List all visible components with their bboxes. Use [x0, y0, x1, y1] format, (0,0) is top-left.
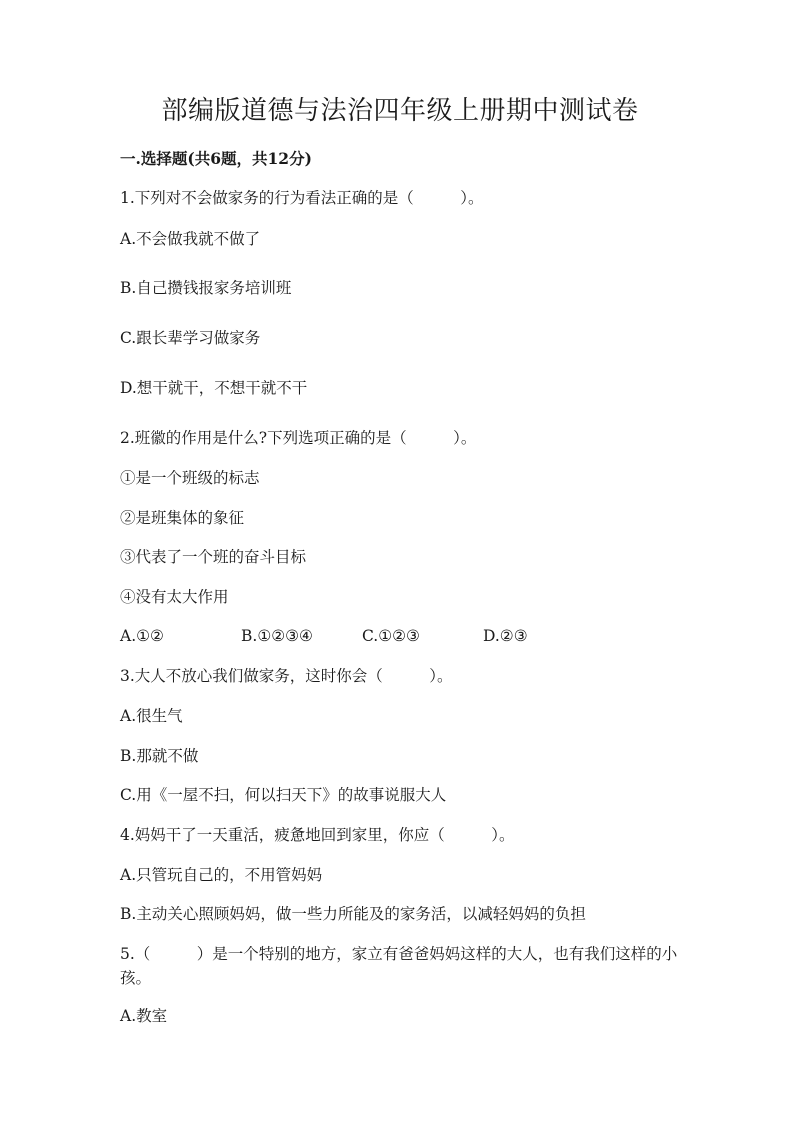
question-4-option-b: B.主动关心照顾妈妈，做一些力所能及的家务活，以减轻妈妈的负担 — [120, 905, 586, 923]
question-2-option-d: D.②③ — [483, 627, 528, 645]
question-4-option-a: A.只管玩自己的，不用管妈妈 — [120, 866, 323, 884]
question-1-option-d: D.想干就干，不想干就不干 — [120, 379, 308, 397]
question-1-stem: 1.下列对不会做家务的行为看法正确的是（ ）。 — [120, 189, 484, 207]
question-2-option-b: B.①②③④ — [241, 627, 313, 645]
question-1-option-a: A.不会做我就不做了 — [120, 230, 261, 248]
question-3-option-c: C.用《一屋不扫，何以扫天下》的故事说服大人 — [120, 786, 447, 804]
question-2-option-c: C.①②③ — [362, 627, 420, 645]
question-2-option-a: A.①② — [120, 627, 164, 645]
question-3-option-a: A.很生气 — [120, 707, 183, 725]
question-2-statement-1: ①是一个班级的标志 — [120, 469, 260, 487]
question-1-option-c: C.跟长辈学习做家务 — [120, 329, 261, 347]
question-2-statement-2: ②是班集体的象征 — [120, 509, 245, 527]
question-2-statement-3: ③代表了一个班的奋斗目标 — [120, 548, 307, 566]
question-5-option-a: A.教室 — [120, 1007, 168, 1025]
question-4-stem: 4.妈妈干了一天重活，疲惫地回到家里，你应（ ）。 — [120, 826, 515, 844]
question-1-option-b: B.自己攒钱报家务培训班 — [120, 279, 292, 297]
question-2-statement-4: ④没有太大作用 — [120, 588, 229, 606]
question-5-stem: 5.（ ）是一个特别的地方，家立有爸爸妈妈这样的大人，也有我们这样的小孩。 — [120, 945, 678, 987]
question-3-option-b: B.那就不做 — [120, 747, 199, 765]
section-heading: 一.选择题(共6题，共12分) — [120, 149, 312, 168]
question-3-stem: 3.大人不放心我们做家务，这时你会（ ）。 — [120, 667, 453, 685]
page-title: 部编版道德与法治四年级上册期中测试卷 — [161, 96, 639, 126]
question-2-stem: 2.班徽的作用是什么?下列选项正确的是（ ）。 — [120, 429, 477, 447]
